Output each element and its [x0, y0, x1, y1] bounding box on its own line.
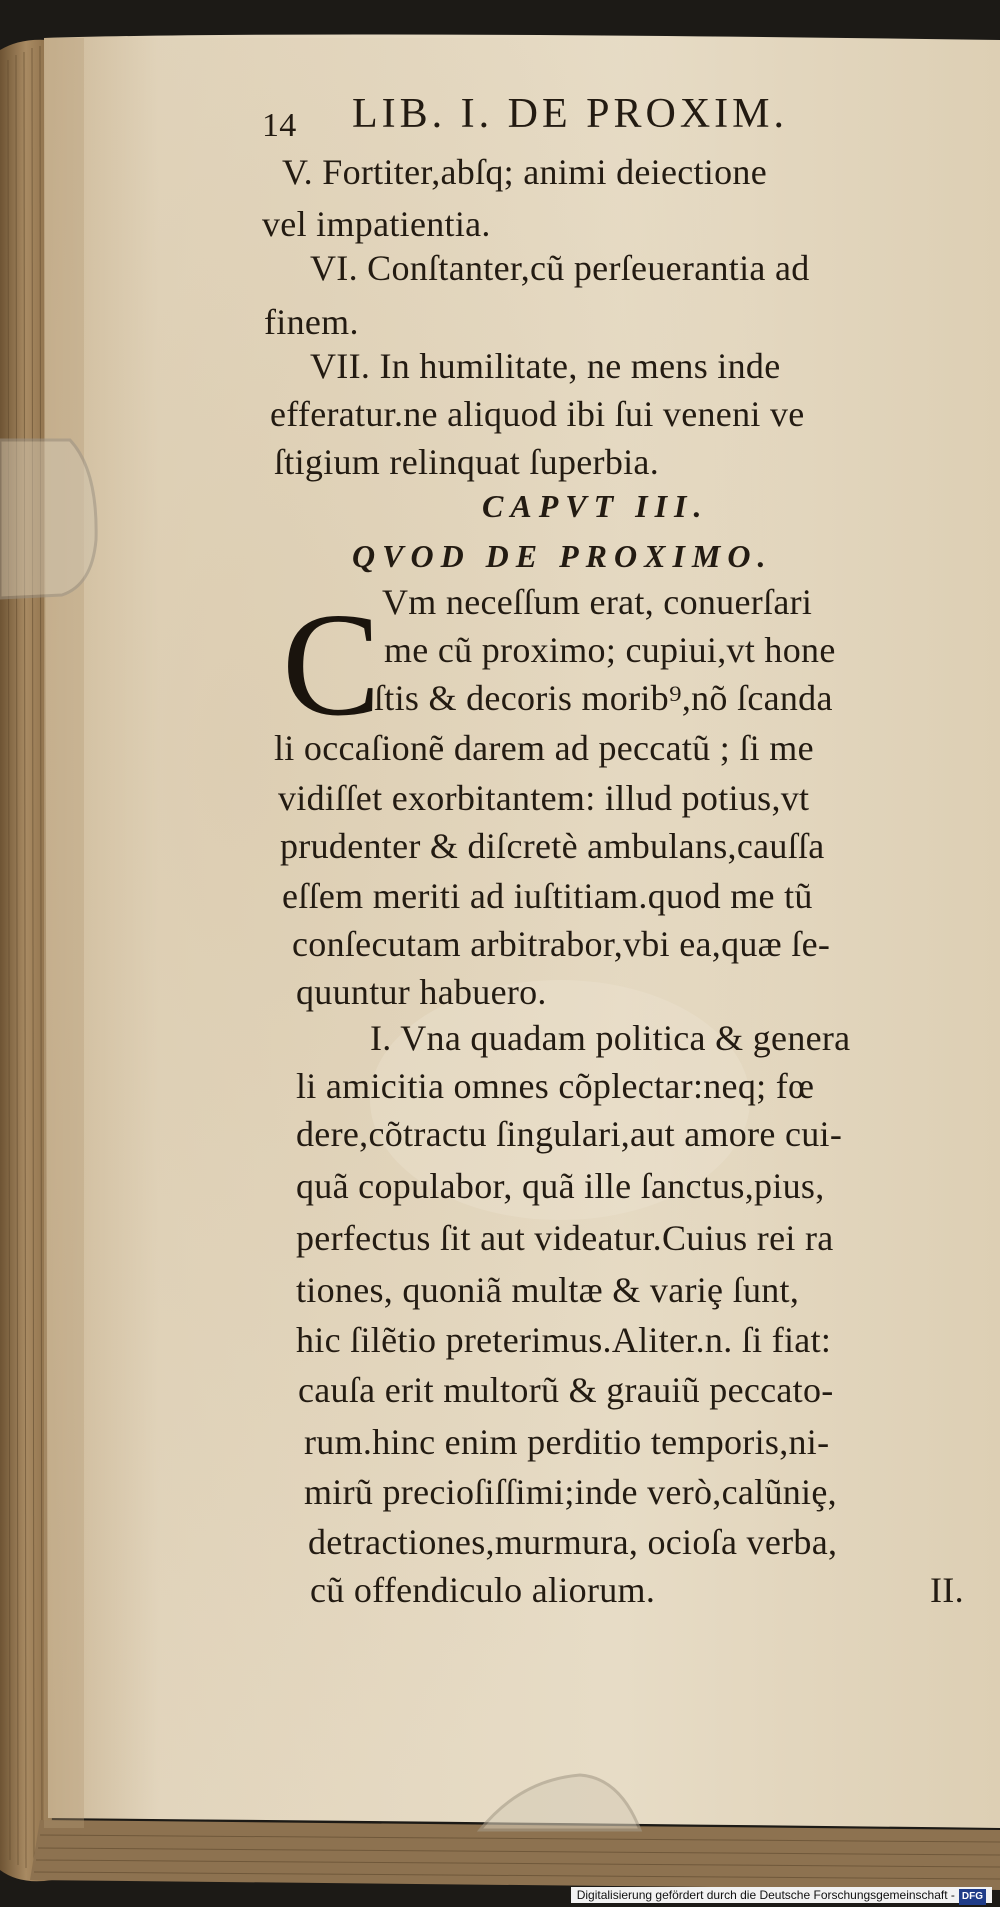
text-line: quuntur habuero.	[296, 972, 547, 1012]
text-line: finem.	[264, 302, 359, 342]
text-line: dere,cõtractu ſingulari,aut amore cui-	[296, 1114, 843, 1154]
text-line: detractiones,murmura, ocioſa verba,	[308, 1522, 838, 1562]
text-line: ſtigium relinquat ſuperbia.	[274, 442, 660, 482]
text-line: mirũ precioſiſſimi;inde verò,calũniȩ,	[304, 1472, 837, 1512]
text-line: Vm neceſſum erat, conuerſari	[382, 582, 813, 622]
text-line: vel impatientia.	[262, 204, 491, 244]
text-line: quã copulabor, quã ille ſanctus,pius,	[296, 1166, 825, 1206]
text-line: VI. Conſtanter,cũ perſeuerantia ad	[310, 248, 810, 288]
text-line: V. Fortiter,abſq; animi deiectione	[282, 152, 767, 192]
text-line: tiones, quoniã multæ & variȩ ſunt,	[296, 1270, 800, 1310]
running-head: LIB. I. DE PROXIM.	[352, 91, 788, 137]
text-line: vidiſſet exorbitantem: illud potius,vt	[278, 778, 810, 818]
text-line: ſtis & decoris morib⁹,nõ ſcanda	[374, 678, 833, 718]
text-line: rum.hinc enim perditio temporis,ni-	[304, 1422, 830, 1462]
page-number: 14	[262, 107, 297, 144]
text-line: cauſa erit multorũ & grauiũ peccato-	[298, 1370, 834, 1410]
text-line: me cũ proximo; cupiui,vt hone	[384, 630, 836, 670]
text-line: eſſem meriti ad iuſtitiam.quod me tũ	[282, 876, 813, 916]
text-line: I. Vna quadam politica & genera	[370, 1018, 851, 1058]
text-line: efferatur.ne aliquod ibi ſui veneni ve	[270, 394, 805, 434]
dfg-logo: DFG	[959, 1889, 986, 1905]
drop-capital: C	[282, 583, 381, 747]
text-line: li amicitia omnes cõplectar:neq; fœ	[296, 1066, 815, 1106]
chapter-title: QVOD DE PROXIMO.	[352, 538, 773, 574]
text-line: conſecutam arbitrabor,vbi ea,quæ ſe-	[292, 924, 831, 964]
text-line: prudenter & diſcretè ambulans,cauſſa	[280, 826, 825, 866]
text-line: perfectus ſit aut videatur.Cuius rei ra	[296, 1218, 834, 1258]
text-line: li occaſionẽ darem ad peccatũ ; ſi me	[274, 728, 814, 768]
text-line: VII. In humilitate, ne mens inde	[310, 346, 781, 386]
credit-text: Digitalisierung gefördert durch die Deutsche Forschungsgemeinschaft -	[576, 1888, 955, 1902]
catchword: II.	[930, 1570, 964, 1610]
text-line: cũ offendiculo aliorum.	[310, 1570, 656, 1610]
digitization-credit	[571, 1887, 992, 1903]
chapter-label: CAPVT III.	[482, 488, 709, 524]
text-line: hic ſilẽtio preterimus.Aliter.n. ſi fiat:	[296, 1320, 832, 1360]
